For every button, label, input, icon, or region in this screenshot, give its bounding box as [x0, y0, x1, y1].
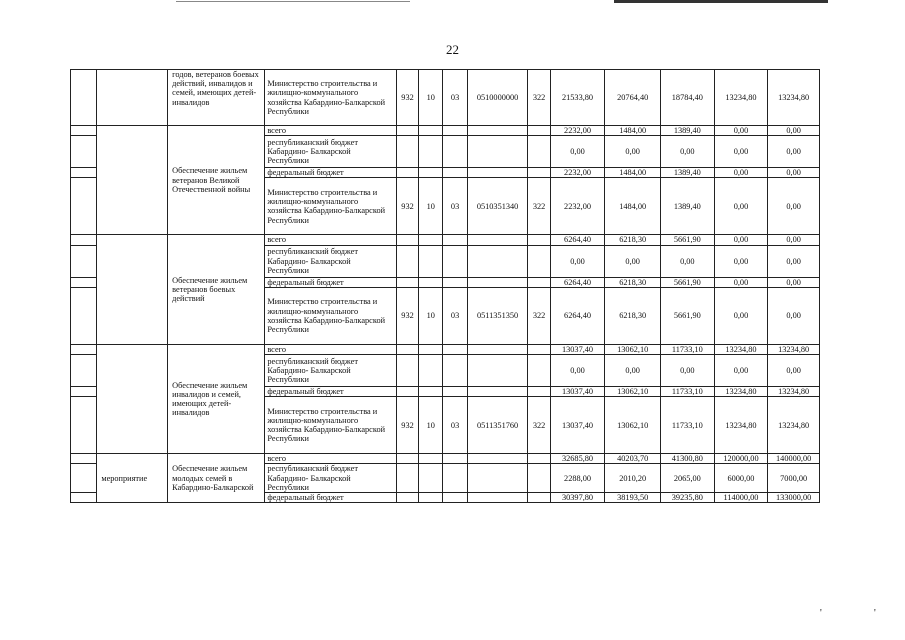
grbs-cell	[396, 168, 418, 178]
table-row	[71, 126, 820, 136]
value-2023-cell: 11733,10	[661, 344, 715, 354]
value-2023-cell: 5661,90	[661, 287, 715, 344]
value-2023-cell: 18784,40	[661, 70, 715, 126]
value-2023-cell: 11733,10	[661, 397, 715, 454]
csr-cell	[467, 235, 528, 245]
value-2023-cell: 0,00	[661, 136, 715, 168]
vr-cell	[528, 136, 550, 168]
value-2023-cell: 0,00	[661, 245, 715, 277]
value-2025-cell: 0,00	[768, 277, 820, 287]
grbs-cell: 932	[396, 178, 418, 235]
value-2024-cell: 13234,80	[714, 344, 768, 354]
value-2023-cell: 39235,80	[661, 493, 715, 503]
rz-cell: 10	[419, 70, 443, 126]
rz-cell	[419, 126, 443, 136]
lead-cell	[71, 245, 97, 277]
group-name-cell: Обеспечение жильем ветеранов боевых действий	[168, 235, 265, 344]
value-2024-cell: 13234,80	[714, 397, 768, 454]
group-type-cell	[97, 344, 168, 453]
vr-cell	[528, 355, 550, 387]
vr-cell: 322	[528, 70, 550, 126]
value-2021-cell: 13037,40	[550, 387, 605, 397]
grbs-cell	[396, 136, 418, 168]
grbs-cell: 932	[396, 70, 418, 126]
value-2023-cell: 11733,10	[661, 387, 715, 397]
table-row	[71, 344, 820, 354]
pr-cell	[443, 126, 467, 136]
value-2022-cell: 20764,40	[605, 70, 661, 126]
csr-cell: 0510351340	[467, 178, 528, 235]
grbs-cell	[396, 493, 418, 503]
csr-cell	[467, 136, 528, 168]
vr-cell	[528, 235, 550, 245]
value-2024-cell: 6000,00	[714, 464, 768, 493]
csr-cell: 0511351760	[467, 397, 528, 454]
group-type-cell	[97, 126, 168, 235]
csr-cell	[467, 344, 528, 354]
value-2024-cell: 0,00	[714, 355, 768, 387]
value-2022-cell: 13062,10	[605, 397, 661, 454]
table-row	[71, 454, 820, 464]
desc-cell: Министерство строительства и жилищно-коммунального хозяйства Кабардино-Балкарской Республики	[265, 70, 397, 126]
value-2022-cell: 2010,20	[605, 464, 661, 493]
group-name-cell: Обеспечение жильем ветеранов Великой Отечественной войны	[168, 126, 265, 235]
desc-cell: Министерство строительства и жилищно-коммунального хозяйства Кабардино-Балкарской Республики	[265, 178, 397, 235]
value-2022-cell: 6218,30	[605, 277, 661, 287]
table-row	[71, 235, 820, 245]
rz-cell: 10	[419, 178, 443, 235]
lead-cell	[71, 136, 97, 168]
value-2024-cell: 114000,00	[714, 493, 768, 503]
rz-cell	[419, 344, 443, 354]
lead-cell	[71, 344, 97, 354]
value-2021-cell: 2232,00	[550, 126, 605, 136]
pr-cell	[443, 245, 467, 277]
grbs-cell	[396, 277, 418, 287]
rz-cell	[419, 387, 443, 397]
value-2023-cell: 5661,90	[661, 277, 715, 287]
lead-cell	[71, 464, 97, 493]
vr-cell: 322	[528, 178, 550, 235]
value-2024-cell: 0,00	[714, 178, 768, 235]
csr-cell	[467, 387, 528, 397]
vr-cell	[528, 387, 550, 397]
lead-cell	[71, 493, 97, 503]
grbs-cell	[396, 126, 418, 136]
rz-cell	[419, 235, 443, 245]
value-2025-cell: 0,00	[768, 287, 820, 344]
desc-cell: федеральный бюджет	[265, 277, 397, 287]
pr-cell: 03	[443, 287, 467, 344]
value-2025-cell: 7000,00	[768, 464, 820, 493]
lead-cell	[71, 277, 97, 287]
group-type-cell	[97, 70, 168, 126]
pr-cell	[443, 136, 467, 168]
rz-cell	[419, 355, 443, 387]
value-2024-cell: 13234,80	[714, 387, 768, 397]
value-2021-cell: 2288,00	[550, 464, 605, 493]
value-2021-cell: 21533,80	[550, 70, 605, 126]
budget-table	[70, 69, 820, 503]
pr-cell	[443, 464, 467, 493]
csr-cell	[467, 277, 528, 287]
pr-cell: 03	[443, 397, 467, 454]
pr-cell: 03	[443, 70, 467, 126]
value-2022-cell: 0,00	[605, 136, 661, 168]
value-2024-cell: 0,00	[714, 136, 768, 168]
desc-cell: республиканский бюджет Кабардино- Балкарской Республики	[265, 355, 397, 387]
vr-cell	[528, 168, 550, 178]
top-scan-line-right	[614, 0, 828, 3]
pr-cell	[443, 235, 467, 245]
rz-cell: 10	[419, 397, 443, 454]
vr-cell	[528, 126, 550, 136]
value-2021-cell: 32685,80	[550, 454, 605, 464]
csr-cell	[467, 245, 528, 277]
lead-cell	[71, 70, 97, 126]
csr-cell	[467, 464, 528, 493]
lead-cell	[71, 287, 97, 344]
value-2025-cell: 0,00	[768, 136, 820, 168]
rz-cell	[419, 454, 443, 464]
value-2024-cell: 120000,00	[714, 454, 768, 464]
group-name-cell: Обеспечение жильем инвалидов и семей, имеющих детей-инвалидов	[168, 344, 265, 453]
value-2024-cell: 0,00	[714, 245, 768, 277]
value-2023-cell: 41300,80	[661, 454, 715, 464]
pr-cell: 03	[443, 178, 467, 235]
value-2021-cell: 30397,80	[550, 493, 605, 503]
vr-cell	[528, 464, 550, 493]
value-2022-cell: 13062,10	[605, 387, 661, 397]
lead-cell	[71, 355, 97, 387]
vr-cell	[528, 493, 550, 503]
grbs-cell: 932	[396, 287, 418, 344]
grbs-cell: 932	[396, 397, 418, 454]
value-2025-cell: 13234,80	[768, 387, 820, 397]
value-2025-cell: 13234,80	[768, 70, 820, 126]
value-2025-cell: 0,00	[768, 126, 820, 136]
vr-cell: 322	[528, 287, 550, 344]
lead-cell	[71, 126, 97, 136]
table-row	[71, 70, 820, 126]
csr-cell	[467, 454, 528, 464]
vr-cell: 322	[528, 397, 550, 454]
rz-cell	[419, 168, 443, 178]
value-2021-cell: 13037,40	[550, 344, 605, 354]
lead-cell	[71, 387, 97, 397]
grbs-cell	[396, 464, 418, 493]
value-2022-cell: 1484,00	[605, 178, 661, 235]
value-2024-cell: 13234,80	[714, 70, 768, 126]
value-2022-cell: 38193,50	[605, 493, 661, 503]
value-2022-cell: 0,00	[605, 355, 661, 387]
desc-cell: республиканский бюджет Кабардино- Балкарской Республики	[265, 245, 397, 277]
desc-cell: всего	[265, 126, 397, 136]
rz-cell	[419, 245, 443, 277]
vr-cell	[528, 277, 550, 287]
top-scan-line-left	[176, 1, 410, 2]
csr-cell	[467, 168, 528, 178]
value-2024-cell: 0,00	[714, 277, 768, 287]
value-2024-cell: 0,00	[714, 287, 768, 344]
value-2021-cell: 6264,40	[550, 235, 605, 245]
grbs-cell	[396, 344, 418, 354]
csr-cell	[467, 493, 528, 503]
desc-cell: федеральный бюджет	[265, 493, 397, 503]
value-2022-cell: 0,00	[605, 245, 661, 277]
lead-cell	[71, 178, 97, 235]
value-2025-cell: 0,00	[768, 355, 820, 387]
grbs-cell	[396, 235, 418, 245]
value-2025-cell: 0,00	[768, 245, 820, 277]
csr-cell: 0510000000	[467, 70, 528, 126]
value-2021-cell: 6264,40	[550, 277, 605, 287]
footer-mark-1: '	[820, 608, 822, 619]
value-2022-cell: 6218,30	[605, 235, 661, 245]
pr-cell	[443, 168, 467, 178]
value-2021-cell: 2232,00	[550, 178, 605, 235]
pr-cell	[443, 277, 467, 287]
rz-cell	[419, 136, 443, 168]
value-2021-cell: 0,00	[550, 136, 605, 168]
rz-cell: 10	[419, 287, 443, 344]
lead-cell	[71, 168, 97, 178]
desc-cell: Министерство строительства и жилищно-коммунального хозяйства Кабардино-Балкарской Республики	[265, 397, 397, 454]
vr-cell	[528, 454, 550, 464]
value-2022-cell: 6218,30	[605, 287, 661, 344]
value-2023-cell: 1389,40	[661, 126, 715, 136]
pr-cell	[443, 493, 467, 503]
csr-cell	[467, 355, 528, 387]
value-2025-cell: 13234,80	[768, 397, 820, 454]
lead-cell	[71, 397, 97, 454]
grbs-cell	[396, 387, 418, 397]
value-2025-cell: 133000,00	[768, 493, 820, 503]
vr-cell	[528, 245, 550, 277]
desc-cell: федеральный бюджет	[265, 387, 397, 397]
csr-cell	[467, 126, 528, 136]
desc-cell: всего	[265, 235, 397, 245]
value-2021-cell: 0,00	[550, 245, 605, 277]
grbs-cell	[396, 355, 418, 387]
value-2025-cell: 140000,00	[768, 454, 820, 464]
value-2024-cell: 0,00	[714, 235, 768, 245]
desc-cell: республиканский бюджет Кабардино- Балкарской Республики	[265, 464, 397, 493]
group-type-cell	[97, 235, 168, 344]
value-2022-cell: 1484,00	[605, 126, 661, 136]
pr-cell	[443, 387, 467, 397]
value-2025-cell: 0,00	[768, 235, 820, 245]
pr-cell	[443, 454, 467, 464]
value-2022-cell: 40203,70	[605, 454, 661, 464]
desc-cell: всего	[265, 344, 397, 354]
group-name-cell: Обеспечение жильем молодых семей в Кабардино-Балкарской	[168, 454, 265, 503]
value-2022-cell: 13062,10	[605, 344, 661, 354]
page-number: 22	[446, 42, 459, 57]
rz-cell	[419, 493, 443, 503]
footer-mark-2: '	[874, 608, 876, 619]
value-2024-cell: 0,00	[714, 168, 768, 178]
value-2021-cell: 6264,40	[550, 287, 605, 344]
value-2024-cell: 0,00	[714, 126, 768, 136]
value-2023-cell: 1389,40	[661, 168, 715, 178]
lead-cell	[71, 235, 97, 245]
value-2025-cell: 0,00	[768, 178, 820, 235]
group-name-cell: годов, ветеранов боевых действий, инвалидов и семей, имеющих детей-инвалидов	[168, 70, 265, 126]
value-2021-cell: 2232,00	[550, 168, 605, 178]
group-type-cell: мероприятие	[97, 454, 168, 503]
csr-cell: 0511351350	[467, 287, 528, 344]
value-2025-cell: 0,00	[768, 168, 820, 178]
grbs-cell	[396, 454, 418, 464]
value-2023-cell: 1389,40	[661, 178, 715, 235]
value-2023-cell: 2065,00	[661, 464, 715, 493]
desc-cell: Министерство строительства и жилищно-коммунального хозяйства Кабардино-Балкарской Республики	[265, 287, 397, 344]
grbs-cell	[396, 245, 418, 277]
value-2021-cell: 13037,40	[550, 397, 605, 454]
value-2021-cell: 0,00	[550, 355, 605, 387]
desc-cell: республиканский бюджет Кабардино- Балкарской Республики	[265, 136, 397, 168]
lead-cell	[71, 454, 97, 464]
pr-cell	[443, 355, 467, 387]
desc-cell: всего	[265, 454, 397, 464]
value-2022-cell: 1484,00	[605, 168, 661, 178]
value-2023-cell: 0,00	[661, 355, 715, 387]
vr-cell	[528, 344, 550, 354]
value-2023-cell: 5661,90	[661, 235, 715, 245]
pr-cell	[443, 344, 467, 354]
value-2025-cell: 13234,80	[768, 344, 820, 354]
rz-cell	[419, 277, 443, 287]
desc-cell: федеральный бюджет	[265, 168, 397, 178]
rz-cell	[419, 464, 443, 493]
